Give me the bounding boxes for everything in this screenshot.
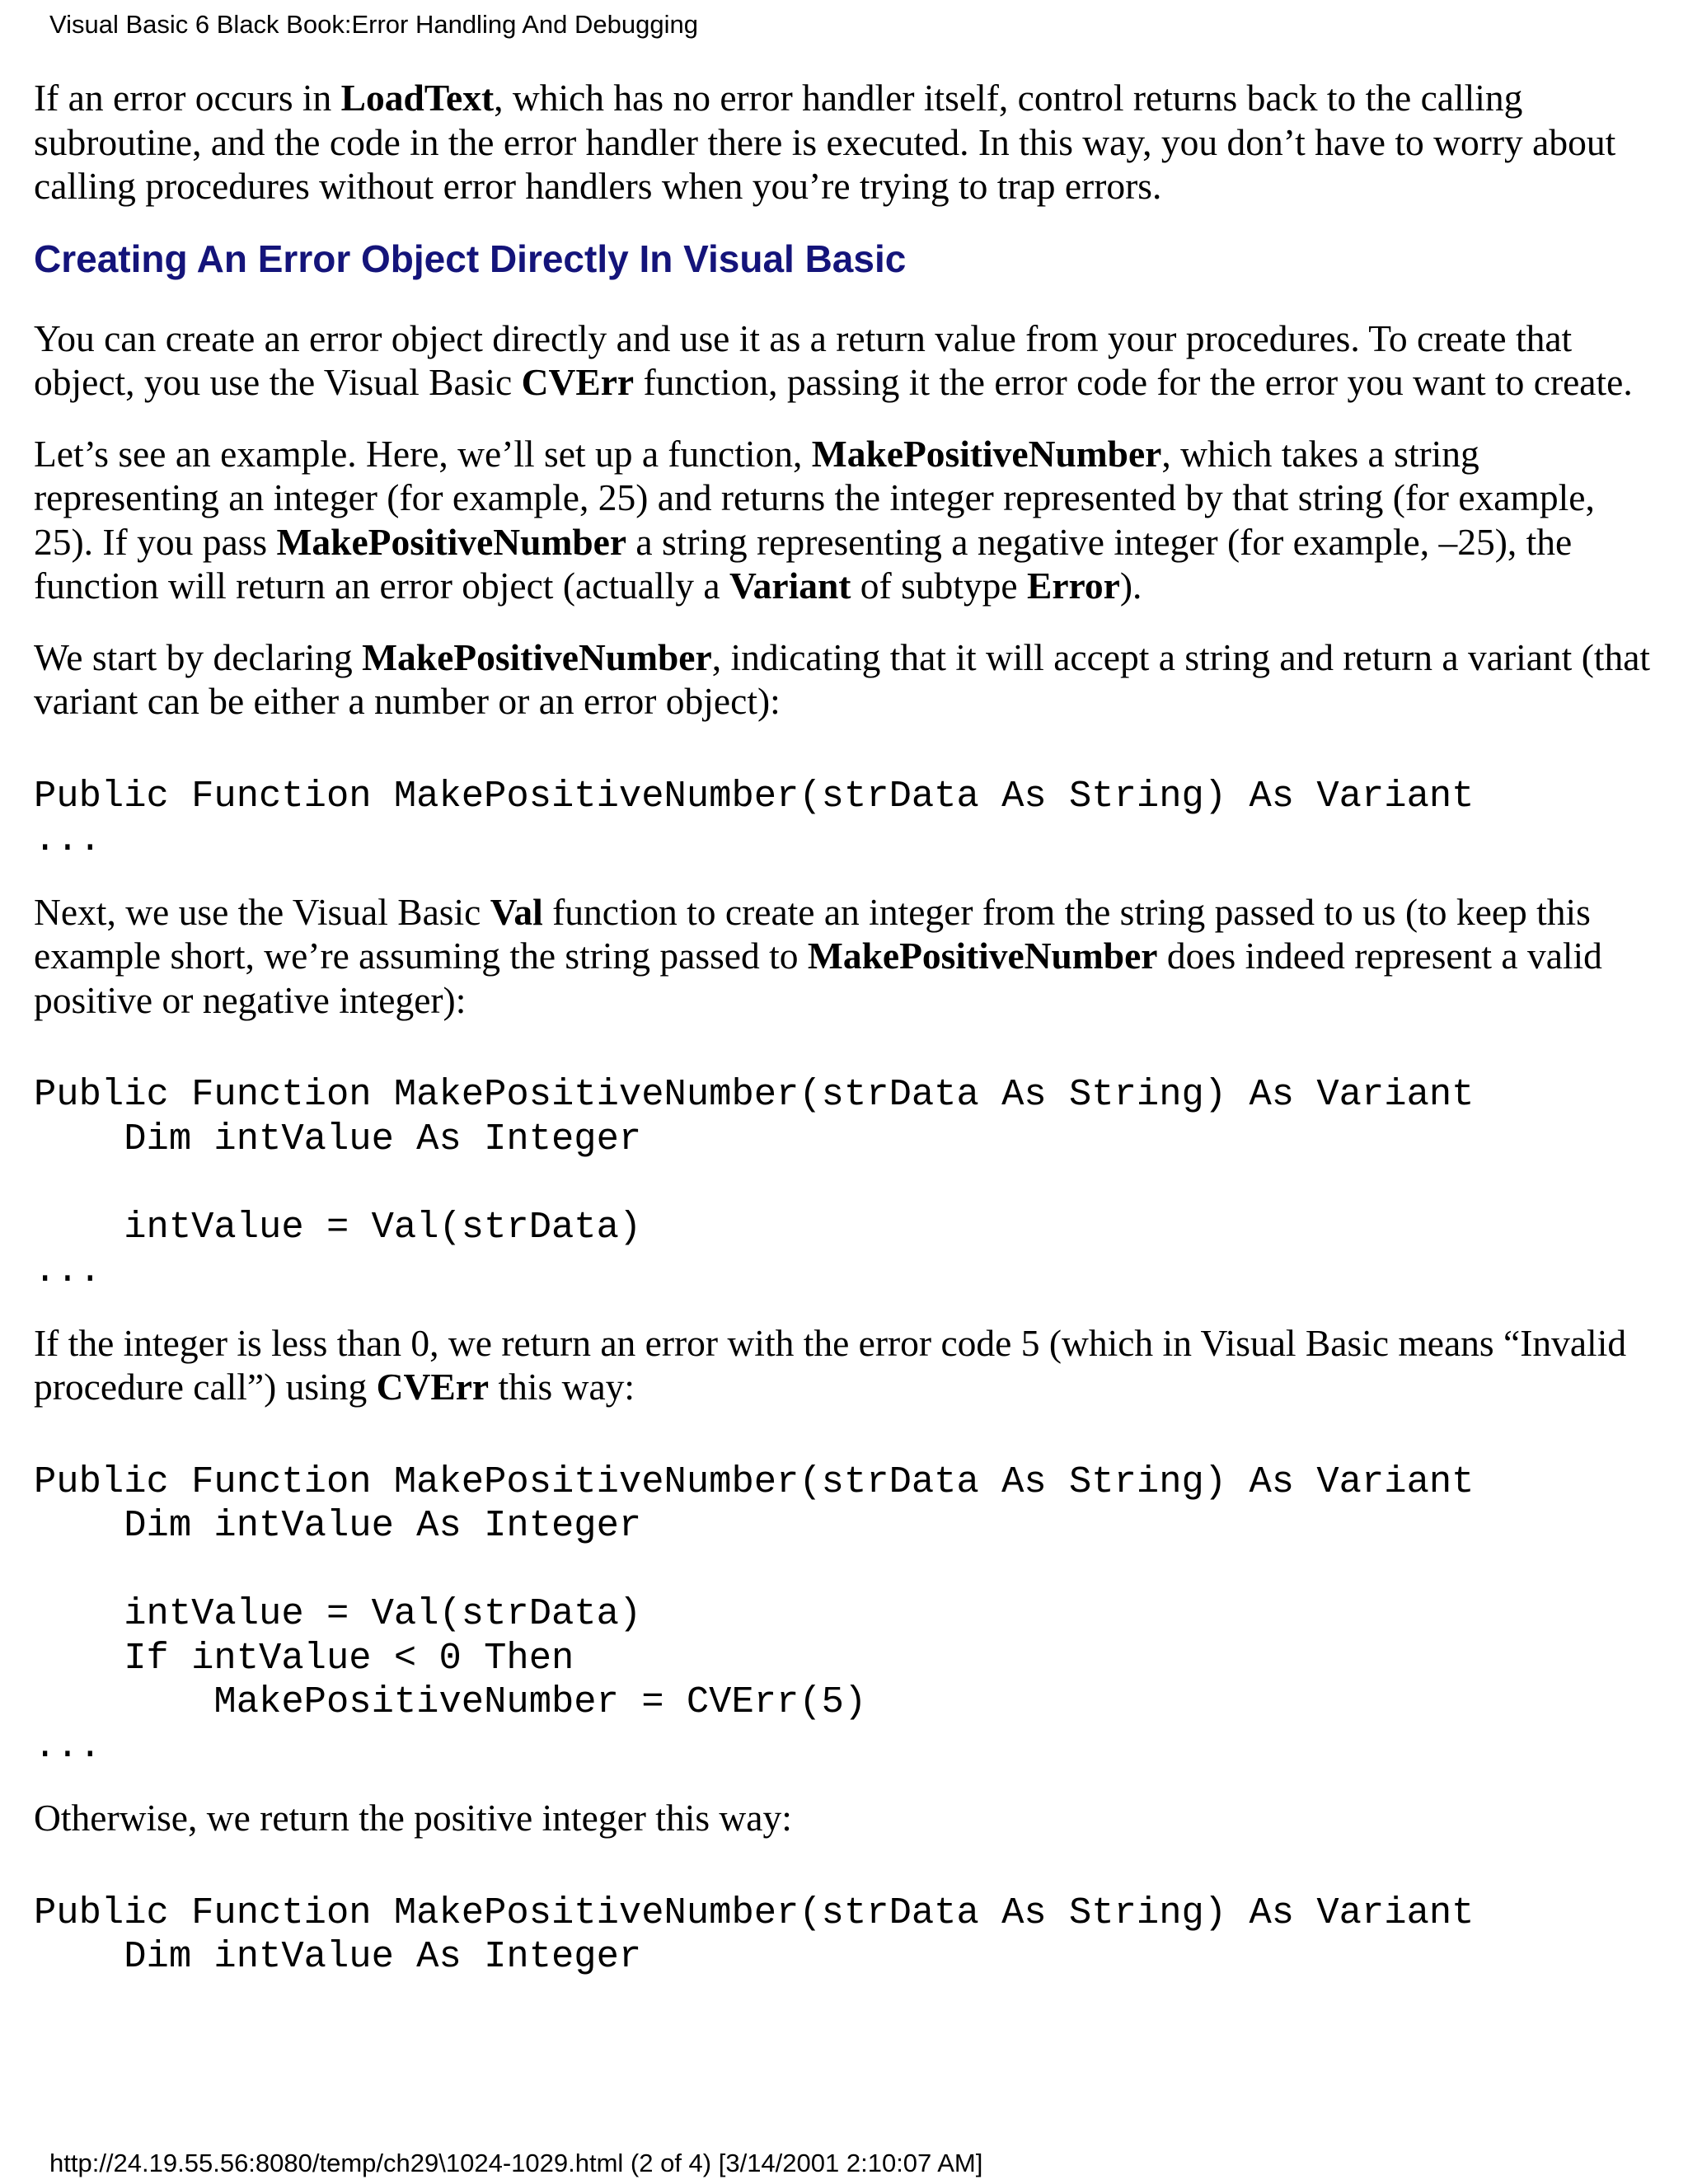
bold-term: Variant xyxy=(729,565,851,607)
bold-term: LoadText xyxy=(340,77,495,119)
code-line xyxy=(34,1549,1662,1593)
code-line: intValue = Val(strData) xyxy=(34,1205,642,1249)
paragraph xyxy=(34,432,1662,608)
text-run: You can create an error object directly and use it as a return value from your procedures. To create that object, you use the Visual Basic xyxy=(34,316,1573,403)
paragraph xyxy=(34,1796,1662,1840)
bold-term: CVErr xyxy=(521,361,635,403)
bold-term: MakePositiveNumber xyxy=(276,520,627,563)
page-content xyxy=(34,76,1662,2007)
text-run: If an error occurs in xyxy=(34,77,341,119)
bold-term: MakePositiveNumber xyxy=(811,432,1162,475)
text-run: a string representing a negative integer (for example, –25), the function will return an error object (actually a xyxy=(34,520,1573,607)
code-line: If intValue < 0 Then xyxy=(34,1636,574,1680)
text-run: If the integer is less than 0, we return an error with the error code 5 (which in Visual Basic means “Invalid procedure call”) using xyxy=(34,1321,1627,1408)
code-line: ... xyxy=(34,1724,101,1768)
code-line: ... xyxy=(34,818,101,861)
code-line: Public Function MakePositiveNumber(strData As String) As Variant xyxy=(34,774,1475,818)
bold-term: Error xyxy=(1027,565,1120,607)
paragraph xyxy=(34,635,1662,724)
text-run: We start by declaring xyxy=(34,635,363,678)
paragraph xyxy=(34,76,1662,209)
bold-term: MakePositiveNumber xyxy=(807,935,1158,977)
code-line: Public Function MakePositiveNumber(strData As String) As Variant xyxy=(34,1073,1475,1116)
code-line: intValue = Val(strData) xyxy=(34,1592,642,1635)
text-run: , which has no error handler itself, control returns back to the calling subroutine, and the code in the error handler there is executed. In this way, you don’t have to worry about calling procedures without error handlers when you’re trying to trap errors. xyxy=(34,77,1616,207)
text-run: , indicating that it will accept a string and return a variant (that variant can be either a number or an error object): xyxy=(34,635,1651,722)
bold-term: Val xyxy=(490,890,543,933)
code-block xyxy=(34,1073,1662,1294)
code-line: MakePositiveNumber = CVErr(5) xyxy=(34,1680,867,1723)
code-line xyxy=(34,1161,1662,1206)
text-run: , which takes a string representing an integer (for example, 25) and returns the integer represented by that string (for example, 25). If you pass xyxy=(34,432,1595,563)
code-line: Public Function MakePositiveNumber(strData As String) As Variant xyxy=(34,1891,1475,1934)
code-line: Public Function MakePositiveNumber(strData As String) As Variant xyxy=(34,1460,1475,1503)
text-run: function to create an integer from the string passed to us (to keep this example short, we’re assuming the string passed to xyxy=(34,890,1591,977)
code-line: Dim intValue As Integer xyxy=(34,1935,642,1978)
code-line: Dim intValue As Integer xyxy=(34,1504,642,1547)
text-run: ). xyxy=(1119,565,1142,607)
text-run: does indeed represent a valid positive or negative integer): xyxy=(34,935,1602,1021)
page-footer-url: http://24.19.55.56:8080/temp/ch29\1024-1029.html (2 of 4) [3/14/2001 2:10:07 AM] xyxy=(49,2149,983,2177)
paragraph xyxy=(34,890,1662,1023)
text-run: Next, we use the Visual Basic xyxy=(34,890,490,933)
text-run: function, passing it the error code for the error you want to create. xyxy=(634,361,1633,403)
text-run: Otherwise, we return the positive integer this way: xyxy=(34,1797,792,1839)
text-run: of subtype xyxy=(851,565,1027,607)
section-heading: Creating An Error Object Directly In Visual Basic xyxy=(34,237,907,280)
text-run: Let’s see an example. Here, we’ll set up a function, xyxy=(34,432,812,475)
code-line: ... xyxy=(34,1249,101,1292)
page-header: Visual Basic 6 Black Book:Error Handling And Debugging xyxy=(49,10,698,39)
text-run: this way: xyxy=(489,1366,635,1408)
code-block xyxy=(34,775,1662,863)
paragraph xyxy=(34,1321,1662,1409)
code-block xyxy=(34,1460,1662,1769)
code-block xyxy=(34,1891,1662,1980)
bold-term: MakePositiveNumber xyxy=(362,635,712,678)
code-line: Dim intValue As Integer xyxy=(34,1117,642,1160)
paragraph xyxy=(34,316,1662,405)
bold-term: CVErr xyxy=(376,1366,490,1408)
